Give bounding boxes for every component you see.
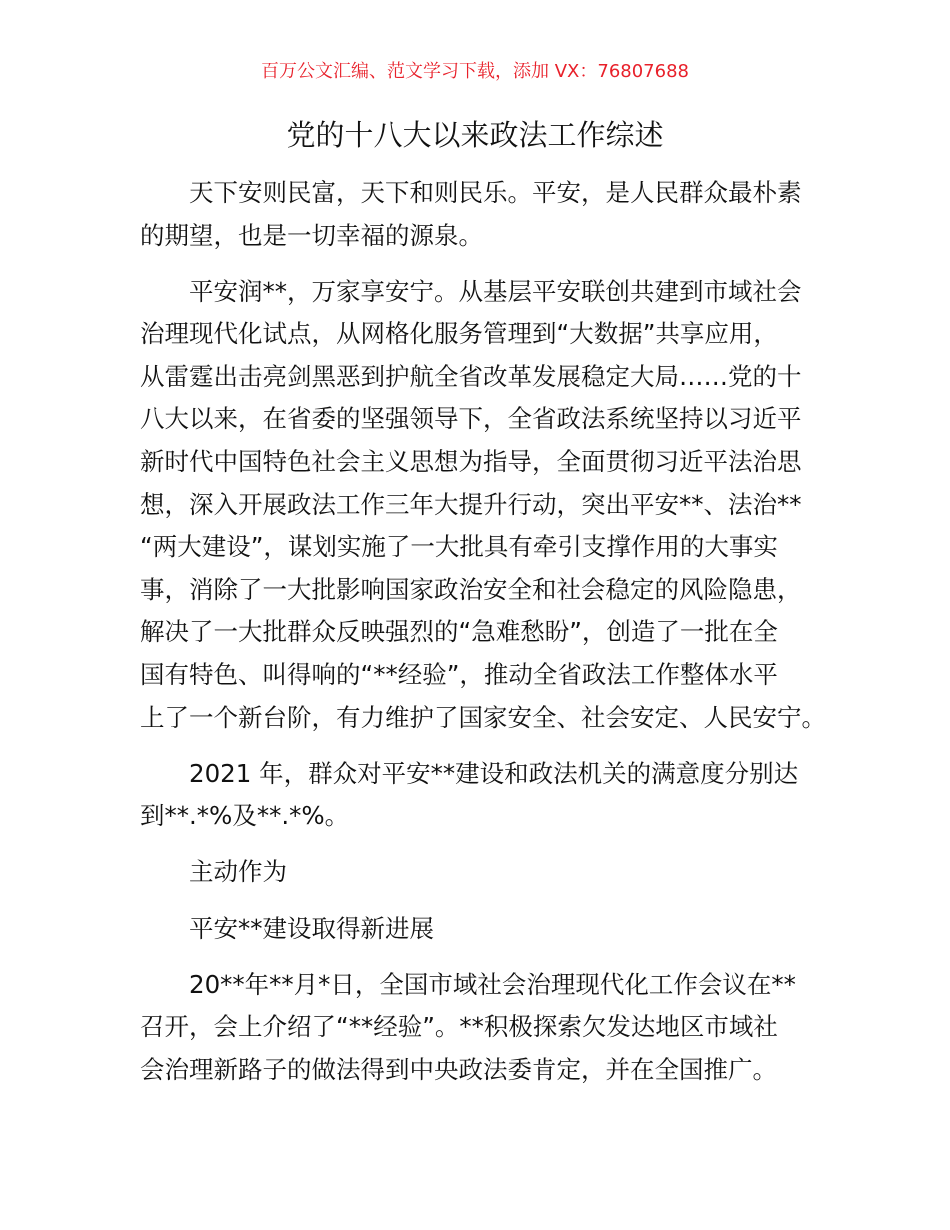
paragraph-line: 召开，会上介绍了“**经验”。**积极探索欠发达地区市域社: [140, 1012, 778, 1042]
paragraph: [140, 172, 820, 257]
paragraph-line: 会治理新路子的做法得到中央政法委肯定，并在全国推广。: [140, 1054, 777, 1084]
paragraph-line: 天下安则民富，天下和则民乐。平安，是人民群众最朴素: [189, 178, 802, 207]
paragraph-line: 从雷霆出击亮剑黑恶到护航全省改革发展稳定大局……党的十: [140, 361, 802, 391]
paragraph: [140, 964, 820, 1092]
paragraph-line: 治理现代化试点，从网格化服务管理到“大数据”共享应用，: [140, 319, 778, 349]
paragraph-line: 八大以来，在省委的坚强领导下，全省政法系统坚持以习近平: [140, 404, 802, 434]
paragraph-line: 平安润**，万家享安宁。从基层平安联创共建到市域社会: [189, 276, 802, 306]
paragraph: [140, 271, 826, 740]
paragraph-line: 的期望，也是一切幸福的源泉。: [140, 220, 483, 250]
paragraph-line: “两大建设”，谋划实施了一大批具有牵引支撑作用的大事实: [140, 532, 778, 562]
paragraph-line: 平安**建设取得新进展: [189, 913, 434, 943]
watermark-header: 百万公文汇编、范文学习下载，添加 VX：76807688: [261, 61, 689, 82]
paragraph: [140, 908, 820, 951]
paragraph-line: 主动作为: [189, 857, 287, 887]
paragraph-line: 新时代中国特色社会主义思想为指导，全面贯彻习近平法治思: [140, 447, 802, 477]
paragraph-line: 到**.*%及**.*%。: [140, 801, 350, 831]
paragraph-line: 20**年**月*日，全国市域社会治理现代化工作会议在**: [189, 969, 796, 999]
paragraph-line: 国有特色、叫得响的“**经验”，推动全省政法工作整体水平: [140, 660, 778, 690]
paragraph-line: 上了一个新台阶，有力维护了国家安全、社会安定、人民安宁。: [140, 702, 826, 732]
paragraph: [140, 851, 820, 894]
paragraph-line: 事，消除了一大批影响国家政治安全和社会稳定的风险隐患，: [140, 574, 802, 604]
paragraph: [140, 753, 820, 838]
document-body: [140, 172, 826, 1105]
paragraph-line: 解决了一大批群众反映强烈的“急难愁盼”，创造了一批在全: [140, 617, 778, 647]
paragraph-line: 想，深入开展政法工作三年大提升行动，突出平安**、法治**: [140, 489, 802, 519]
paragraph-line: 2021 年，群众对平安**建设和政法机关的满意度分别达: [189, 758, 799, 788]
document-title: 党的十八大以来政法工作综述: [286, 118, 664, 152]
